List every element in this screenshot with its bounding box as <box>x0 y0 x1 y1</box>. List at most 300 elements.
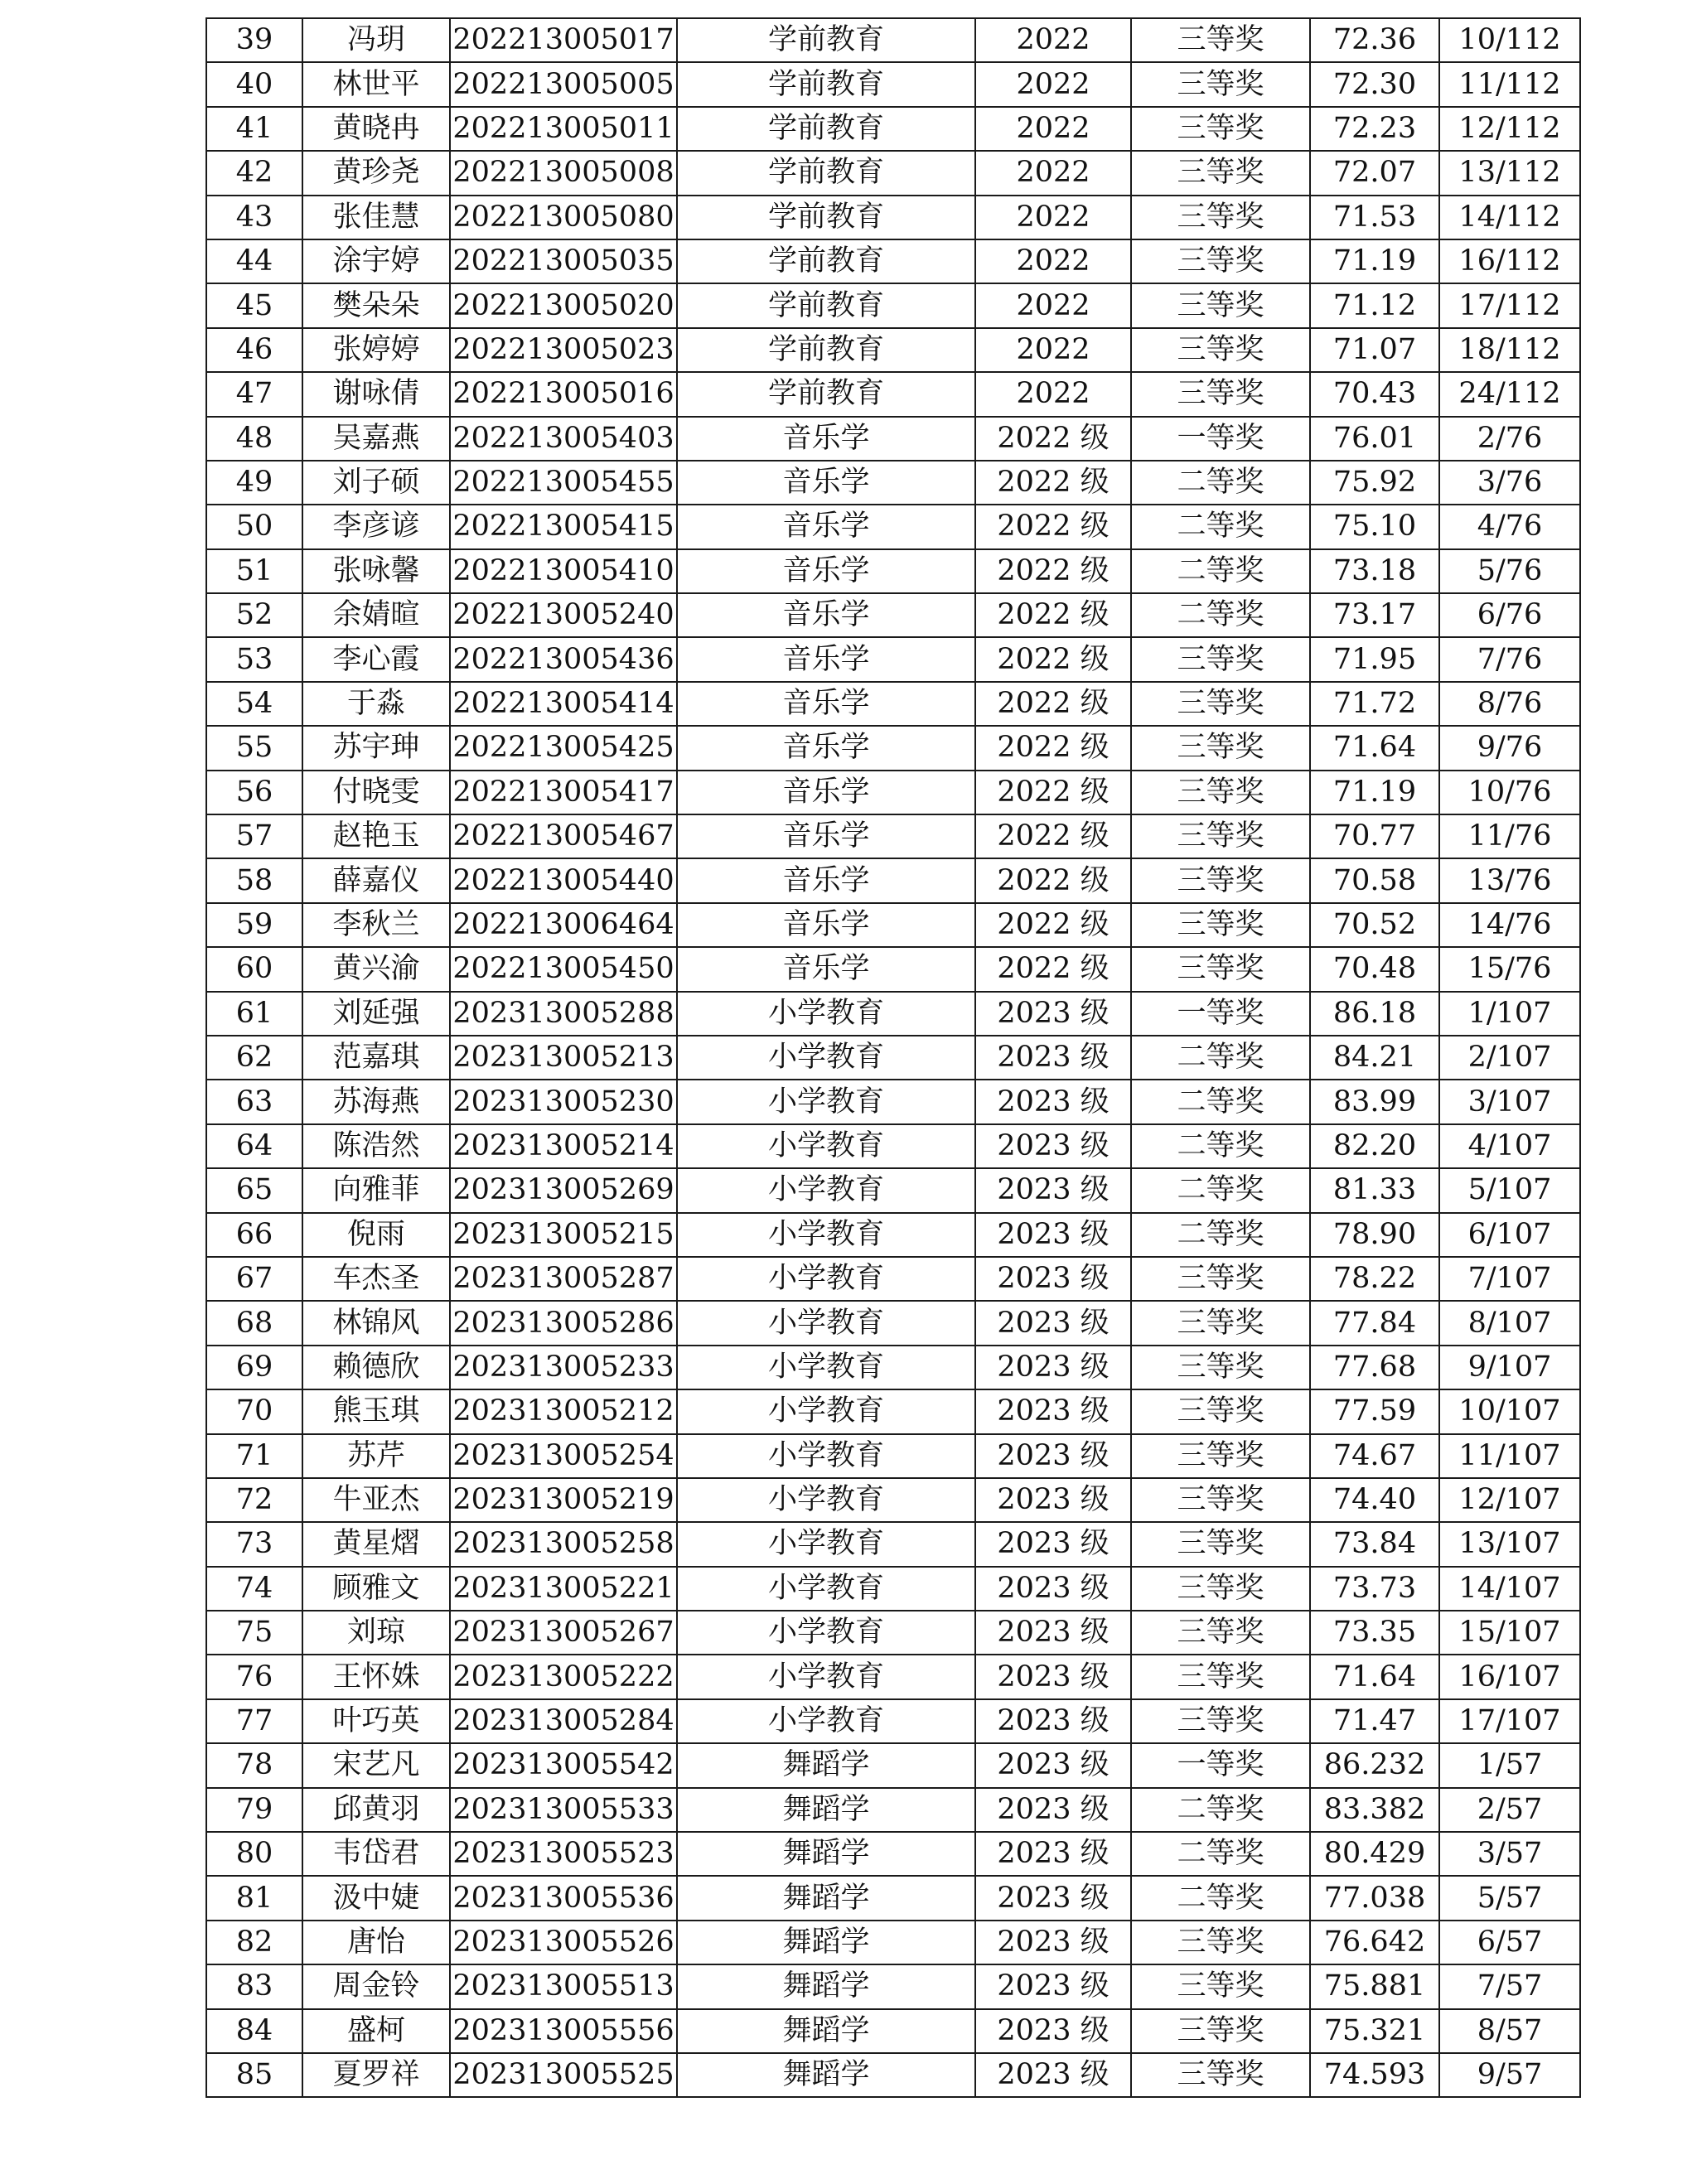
student-id-cell: 202313005213 <box>450 1036 677 1080</box>
name-cell: 李秋兰 <box>302 903 450 947</box>
major-cell: 小学教育 <box>677 1036 975 1080</box>
serial-cell: 42 <box>206 151 302 195</box>
rank-cell: 9/76 <box>1439 726 1580 770</box>
score-cell: 71.72 <box>1310 682 1439 726</box>
name-cell: 邱黄羽 <box>302 1788 450 1832</box>
award-cell: 二等奖 <box>1131 1213 1310 1257</box>
table-row <box>206 814 1580 858</box>
student-id-cell: 202313005288 <box>450 992 677 1036</box>
score-cell: 82.20 <box>1310 1124 1439 1168</box>
name-cell: 倪雨 <box>302 1213 450 1257</box>
grade-cell: 2023 级 <box>975 1168 1131 1212</box>
serial-cell: 66 <box>206 1213 302 1257</box>
table-row <box>206 903 1580 947</box>
student-id-cell: 202213005035 <box>450 239 677 283</box>
score-cell: 76.642 <box>1310 1921 1439 1964</box>
award-cell: 三等奖 <box>1131 1301 1310 1345</box>
table-row <box>206 1567 1580 1611</box>
name-cell: 刘延强 <box>302 992 450 1036</box>
student-id-cell: 202313005219 <box>450 1478 677 1522</box>
award-cell: 二等奖 <box>1131 1080 1310 1123</box>
table-row <box>206 1611 1580 1655</box>
award-list-table <box>205 17 1581 2098</box>
grade-cell: 2022 级 <box>975 461 1131 505</box>
rank-cell: 12/112 <box>1439 107 1580 151</box>
rank-cell: 17/107 <box>1439 1699 1580 1743</box>
award-cell: 二等奖 <box>1131 1876 1310 1920</box>
score-cell: 74.593 <box>1310 2053 1439 2097</box>
grade-cell: 2022 级 <box>975 947 1131 991</box>
rank-cell: 5/57 <box>1439 1876 1580 1920</box>
table-row <box>206 1699 1580 1743</box>
major-cell: 学前教育 <box>677 151 975 195</box>
name-cell: 黄星熠 <box>302 1522 450 1566</box>
grade-cell: 2023 级 <box>975 1257 1131 1301</box>
grade-cell: 2022 <box>975 151 1131 195</box>
student-id-cell: 202213005425 <box>450 726 677 770</box>
award-cell: 三等奖 <box>1131 726 1310 770</box>
score-cell: 75.881 <box>1310 1964 1439 2008</box>
student-id-cell: 202313005222 <box>450 1655 677 1698</box>
table-row <box>206 1522 1580 1566</box>
award-cell: 三等奖 <box>1131 1611 1310 1655</box>
student-id-cell: 202313005267 <box>450 1611 677 1655</box>
rank-cell: 14/107 <box>1439 1567 1580 1611</box>
award-cell: 一等奖 <box>1131 992 1310 1036</box>
student-id-cell: 202313005542 <box>450 1743 677 1787</box>
score-cell: 73.73 <box>1310 1567 1439 1611</box>
rank-cell: 16/107 <box>1439 1655 1580 1698</box>
award-cell: 三等奖 <box>1131 18 1310 62</box>
student-id-cell: 202213005017 <box>450 18 677 62</box>
serial-cell: 53 <box>206 637 302 681</box>
major-cell: 舞蹈学 <box>677 1788 975 1832</box>
score-cell: 76.01 <box>1310 417 1439 461</box>
student-id-cell: 202313005254 <box>450 1434 677 1478</box>
award-cell: 三等奖 <box>1131 682 1310 726</box>
grade-cell: 2023 级 <box>975 2009 1131 2053</box>
table-row <box>206 151 1580 195</box>
name-cell: 余婧暄 <box>302 593 450 637</box>
table-row <box>206 771 1580 814</box>
serial-cell: 74 <box>206 1567 302 1611</box>
score-cell: 73.18 <box>1310 549 1439 593</box>
score-cell: 70.52 <box>1310 903 1439 947</box>
rank-cell: 17/112 <box>1439 283 1580 327</box>
award-cell: 三等奖 <box>1131 283 1310 327</box>
major-cell: 舞蹈学 <box>677 1832 975 1876</box>
score-cell: 84.21 <box>1310 1036 1439 1080</box>
table-row <box>206 18 1580 62</box>
student-id-cell: 202213005455 <box>450 461 677 505</box>
award-cell: 一等奖 <box>1131 417 1310 461</box>
score-cell: 78.22 <box>1310 1257 1439 1301</box>
score-cell: 71.53 <box>1310 196 1439 239</box>
award-cell: 三等奖 <box>1131 1921 1310 1964</box>
name-cell: 赖德欣 <box>302 1346 450 1389</box>
score-cell: 71.64 <box>1310 726 1439 770</box>
serial-cell: 58 <box>206 858 302 902</box>
major-cell: 小学教育 <box>677 1611 975 1655</box>
name-cell: 苏海燕 <box>302 1080 450 1123</box>
student-id-cell: 202213005005 <box>450 62 677 106</box>
score-cell: 77.59 <box>1310 1389 1439 1433</box>
score-cell: 71.19 <box>1310 239 1439 283</box>
award-cell: 三等奖 <box>1131 1434 1310 1478</box>
score-cell: 86.232 <box>1310 1743 1439 1787</box>
grade-cell: 2023 级 <box>975 1655 1131 1698</box>
student-id-cell: 202313005269 <box>450 1168 677 1212</box>
name-cell: 林世平 <box>302 62 450 106</box>
score-cell: 71.19 <box>1310 771 1439 814</box>
grade-cell: 2022 <box>975 196 1131 239</box>
rank-cell: 3/57 <box>1439 1832 1580 1876</box>
grade-cell: 2022 级 <box>975 771 1131 814</box>
grade-cell: 2023 级 <box>975 1301 1131 1345</box>
grade-cell: 2023 级 <box>975 1036 1131 1080</box>
grade-cell: 2022 级 <box>975 593 1131 637</box>
score-cell: 72.23 <box>1310 107 1439 151</box>
student-id-cell: 202213005403 <box>450 417 677 461</box>
serial-cell: 80 <box>206 1832 302 1876</box>
score-cell: 75.10 <box>1310 505 1439 548</box>
name-cell: 苏芹 <box>302 1434 450 1478</box>
name-cell: 黄晓冉 <box>302 107 450 151</box>
award-cell: 二等奖 <box>1131 1124 1310 1168</box>
table-row <box>206 461 1580 505</box>
major-cell: 音乐学 <box>677 549 975 593</box>
table-row <box>206 2009 1580 2053</box>
major-cell: 学前教育 <box>677 18 975 62</box>
rank-cell: 7/107 <box>1439 1257 1580 1301</box>
rank-cell: 7/76 <box>1439 637 1580 681</box>
table-row <box>206 858 1580 902</box>
major-cell: 学前教育 <box>677 62 975 106</box>
serial-cell: 40 <box>206 62 302 106</box>
student-id-cell: 202313005513 <box>450 1964 677 2008</box>
serial-cell: 75 <box>206 1611 302 1655</box>
major-cell: 小学教育 <box>677 1080 975 1123</box>
score-cell: 70.48 <box>1310 947 1439 991</box>
name-cell: 唐怡 <box>302 1921 450 1964</box>
name-cell: 车杰圣 <box>302 1257 450 1301</box>
score-cell: 73.84 <box>1310 1522 1439 1566</box>
award-cell: 三等奖 <box>1131 637 1310 681</box>
major-cell: 音乐学 <box>677 771 975 814</box>
table-row <box>206 372 1580 416</box>
grade-cell: 2022 级 <box>975 417 1131 461</box>
name-cell: 范嘉琪 <box>302 1036 450 1080</box>
award-cell: 二等奖 <box>1131 1788 1310 1832</box>
name-cell: 苏宇珅 <box>302 726 450 770</box>
score-cell: 77.038 <box>1310 1876 1439 1920</box>
name-cell: 李彦谚 <box>302 505 450 548</box>
grade-cell: 2022 <box>975 283 1131 327</box>
major-cell: 音乐学 <box>677 637 975 681</box>
rank-cell: 11/112 <box>1439 62 1580 106</box>
major-cell: 小学教育 <box>677 1478 975 1522</box>
grade-cell: 2022 级 <box>975 814 1131 858</box>
score-cell: 83.99 <box>1310 1080 1439 1123</box>
major-cell: 学前教育 <box>677 328 975 372</box>
grade-cell: 2023 级 <box>975 1832 1131 1876</box>
grade-cell: 2023 级 <box>975 1788 1131 1832</box>
table-row <box>206 1301 1580 1345</box>
major-cell: 小学教育 <box>677 1567 975 1611</box>
major-cell: 音乐学 <box>677 593 975 637</box>
award-cell: 三等奖 <box>1131 196 1310 239</box>
serial-cell: 54 <box>206 682 302 726</box>
serial-cell: 51 <box>206 549 302 593</box>
grade-cell: 2022 级 <box>975 726 1131 770</box>
major-cell: 小学教育 <box>677 1124 975 1168</box>
major-cell: 舞蹈学 <box>677 1964 975 2008</box>
award-cell: 三等奖 <box>1131 771 1310 814</box>
serial-cell: 41 <box>206 107 302 151</box>
name-cell: 冯玥 <box>302 18 450 62</box>
serial-cell: 67 <box>206 1257 302 1301</box>
score-cell: 71.64 <box>1310 1655 1439 1698</box>
table-row <box>206 283 1580 327</box>
grade-cell: 2022 <box>975 62 1131 106</box>
rank-cell: 3/107 <box>1439 1080 1580 1123</box>
grade-cell: 2022 <box>975 18 1131 62</box>
table-row <box>206 1876 1580 1920</box>
table-row <box>206 1478 1580 1522</box>
serial-cell: 73 <box>206 1522 302 1566</box>
name-cell: 林锦风 <box>302 1301 450 1345</box>
rank-cell: 1/107 <box>1439 992 1580 1036</box>
name-cell: 樊朵朵 <box>302 283 450 327</box>
rank-cell: 18/112 <box>1439 328 1580 372</box>
score-cell: 72.07 <box>1310 151 1439 195</box>
student-id-cell: 202213005023 <box>450 328 677 372</box>
award-cell: 二等奖 <box>1131 1168 1310 1212</box>
rank-cell: 2/57 <box>1439 1788 1580 1832</box>
award-cell: 二等奖 <box>1131 461 1310 505</box>
rank-cell: 1/57 <box>1439 1743 1580 1787</box>
name-cell: 李心霞 <box>302 637 450 681</box>
table-row <box>206 328 1580 372</box>
rank-cell: 13/112 <box>1439 151 1580 195</box>
serial-cell: 61 <box>206 992 302 1036</box>
rank-cell: 10/76 <box>1439 771 1580 814</box>
table-row <box>206 1080 1580 1123</box>
score-cell: 81.33 <box>1310 1168 1439 1212</box>
award-cell: 三等奖 <box>1131 1346 1310 1389</box>
score-cell: 77.68 <box>1310 1346 1439 1389</box>
grade-cell: 2022 <box>975 239 1131 283</box>
serial-cell: 45 <box>206 283 302 327</box>
score-cell: 70.43 <box>1310 372 1439 416</box>
award-cell: 二等奖 <box>1131 1036 1310 1080</box>
major-cell: 音乐学 <box>677 417 975 461</box>
award-cell: 三等奖 <box>1131 107 1310 151</box>
score-cell: 77.84 <box>1310 1301 1439 1345</box>
rank-cell: 10/107 <box>1439 1389 1580 1433</box>
award-cell: 三等奖 <box>1131 1964 1310 2008</box>
table-row <box>206 1832 1580 1876</box>
rank-cell: 3/76 <box>1439 461 1580 505</box>
score-cell: 70.58 <box>1310 858 1439 902</box>
name-cell: 盛柯 <box>302 2009 450 2053</box>
serial-cell: 70 <box>206 1389 302 1433</box>
grade-cell: 2023 级 <box>975 1434 1131 1478</box>
student-id-cell: 202313005221 <box>450 1567 677 1611</box>
name-cell: 顾雅文 <box>302 1567 450 1611</box>
serial-cell: 83 <box>206 1964 302 2008</box>
rank-cell: 24/112 <box>1439 372 1580 416</box>
grade-cell: 2023 级 <box>975 1611 1131 1655</box>
serial-cell: 48 <box>206 417 302 461</box>
table-row <box>206 593 1580 637</box>
grade-cell: 2023 级 <box>975 1876 1131 1920</box>
rank-cell: 12/107 <box>1439 1478 1580 1522</box>
score-cell: 83.382 <box>1310 1788 1439 1832</box>
serial-cell: 76 <box>206 1655 302 1698</box>
grade-cell: 2022 级 <box>975 505 1131 548</box>
serial-cell: 59 <box>206 903 302 947</box>
student-id-cell: 202213005417 <box>450 771 677 814</box>
serial-cell: 57 <box>206 814 302 858</box>
table-row <box>206 1434 1580 1478</box>
serial-cell: 52 <box>206 593 302 637</box>
rank-cell: 2/76 <box>1439 417 1580 461</box>
serial-cell: 71 <box>206 1434 302 1478</box>
award-cell: 三等奖 <box>1131 62 1310 106</box>
grade-cell: 2023 级 <box>975 1699 1131 1743</box>
table-row <box>206 1389 1580 1433</box>
student-id-cell: 202313005556 <box>450 2009 677 2053</box>
name-cell: 黄兴渝 <box>302 947 450 991</box>
table-row <box>206 1788 1580 1832</box>
student-id-cell: 202313005258 <box>450 1522 677 1566</box>
rank-cell: 14/112 <box>1439 196 1580 239</box>
table-row <box>206 992 1580 1036</box>
score-cell: 80.429 <box>1310 1832 1439 1876</box>
grade-cell: 2023 级 <box>975 992 1131 1036</box>
serial-cell: 47 <box>206 372 302 416</box>
score-cell: 74.40 <box>1310 1478 1439 1522</box>
grade-cell: 2022 级 <box>975 858 1131 902</box>
award-cell: 三等奖 <box>1131 2053 1310 2097</box>
serial-cell: 60 <box>206 947 302 991</box>
serial-cell: 55 <box>206 726 302 770</box>
serial-cell: 62 <box>206 1036 302 1080</box>
student-id-cell: 202213005415 <box>450 505 677 548</box>
grade-cell: 2023 级 <box>975 1964 1131 2008</box>
score-cell: 73.35 <box>1310 1611 1439 1655</box>
major-cell: 音乐学 <box>677 682 975 726</box>
grade-cell: 2023 级 <box>975 1213 1131 1257</box>
name-cell: 陈浩然 <box>302 1124 450 1168</box>
serial-cell: 50 <box>206 505 302 548</box>
award-cell: 三等奖 <box>1131 1478 1310 1522</box>
name-cell: 吴嘉燕 <box>302 417 450 461</box>
table-row <box>206 107 1580 151</box>
serial-cell: 84 <box>206 2009 302 2053</box>
student-id-cell: 202213005436 <box>450 637 677 681</box>
student-id-cell: 202213005414 <box>450 682 677 726</box>
major-cell: 舞蹈学 <box>677 2053 975 2097</box>
major-cell: 小学教育 <box>677 1699 975 1743</box>
serial-cell: 72 <box>206 1478 302 1522</box>
table-row <box>206 1964 1580 2008</box>
major-cell: 小学教育 <box>677 1389 975 1433</box>
major-cell: 学前教育 <box>677 239 975 283</box>
major-cell: 舞蹈学 <box>677 1876 975 1920</box>
rank-cell: 7/57 <box>1439 1964 1580 2008</box>
student-id-cell: 202313005536 <box>450 1876 677 1920</box>
table-row <box>206 1168 1580 1212</box>
major-cell: 小学教育 <box>677 1522 975 1566</box>
student-id-cell: 202213005467 <box>450 814 677 858</box>
score-cell: 73.17 <box>1310 593 1439 637</box>
major-cell: 小学教育 <box>677 1257 975 1301</box>
major-cell: 学前教育 <box>677 283 975 327</box>
grade-cell: 2023 级 <box>975 1743 1131 1787</box>
table-body <box>206 18 1580 2097</box>
table-row <box>206 1743 1580 1787</box>
award-cell: 三等奖 <box>1131 328 1310 372</box>
score-cell: 74.67 <box>1310 1434 1439 1478</box>
student-id-cell: 202313005230 <box>450 1080 677 1123</box>
serial-cell: 56 <box>206 771 302 814</box>
name-cell: 涂宇婷 <box>302 239 450 283</box>
rank-cell: 8/76 <box>1439 682 1580 726</box>
student-id-cell: 202213006464 <box>450 903 677 947</box>
grade-cell: 2023 级 <box>975 2053 1131 2097</box>
grade-cell: 2023 级 <box>975 1389 1131 1433</box>
grade-cell: 2022 <box>975 107 1131 151</box>
major-cell: 音乐学 <box>677 726 975 770</box>
score-cell: 75.321 <box>1310 2009 1439 2053</box>
rank-cell: 5/107 <box>1439 1168 1580 1212</box>
score-cell: 70.77 <box>1310 814 1439 858</box>
table-row <box>206 1124 1580 1168</box>
name-cell: 周金铃 <box>302 1964 450 2008</box>
rank-cell: 11/76 <box>1439 814 1580 858</box>
serial-cell: 78 <box>206 1743 302 1787</box>
name-cell: 王怀姝 <box>302 1655 450 1698</box>
rank-cell: 11/107 <box>1439 1434 1580 1478</box>
major-cell: 小学教育 <box>677 1346 975 1389</box>
grade-cell: 2023 级 <box>975 1522 1131 1566</box>
score-cell: 86.18 <box>1310 992 1439 1036</box>
table-row <box>206 637 1580 681</box>
student-id-cell: 202313005233 <box>450 1346 677 1389</box>
student-id-cell: 202313005287 <box>450 1257 677 1301</box>
table-row <box>206 1257 1580 1301</box>
score-cell: 78.90 <box>1310 1213 1439 1257</box>
student-id-cell: 202313005214 <box>450 1124 677 1168</box>
grade-cell: 2023 级 <box>975 1921 1131 1964</box>
name-cell: 牛亚杰 <box>302 1478 450 1522</box>
table-row <box>206 947 1580 991</box>
serial-cell: 63 <box>206 1080 302 1123</box>
serial-cell: 65 <box>206 1168 302 1212</box>
grade-cell: 2022 级 <box>975 637 1131 681</box>
name-cell: 熊玉琪 <box>302 1389 450 1433</box>
grade-cell: 2022 <box>975 372 1131 416</box>
award-cell: 三等奖 <box>1131 1389 1310 1433</box>
table-row <box>206 239 1580 283</box>
student-id-cell: 202313005284 <box>450 1699 677 1743</box>
major-cell: 学前教育 <box>677 107 975 151</box>
table-row <box>206 1036 1580 1080</box>
award-cell: 一等奖 <box>1131 1743 1310 1787</box>
serial-cell: 79 <box>206 1788 302 1832</box>
